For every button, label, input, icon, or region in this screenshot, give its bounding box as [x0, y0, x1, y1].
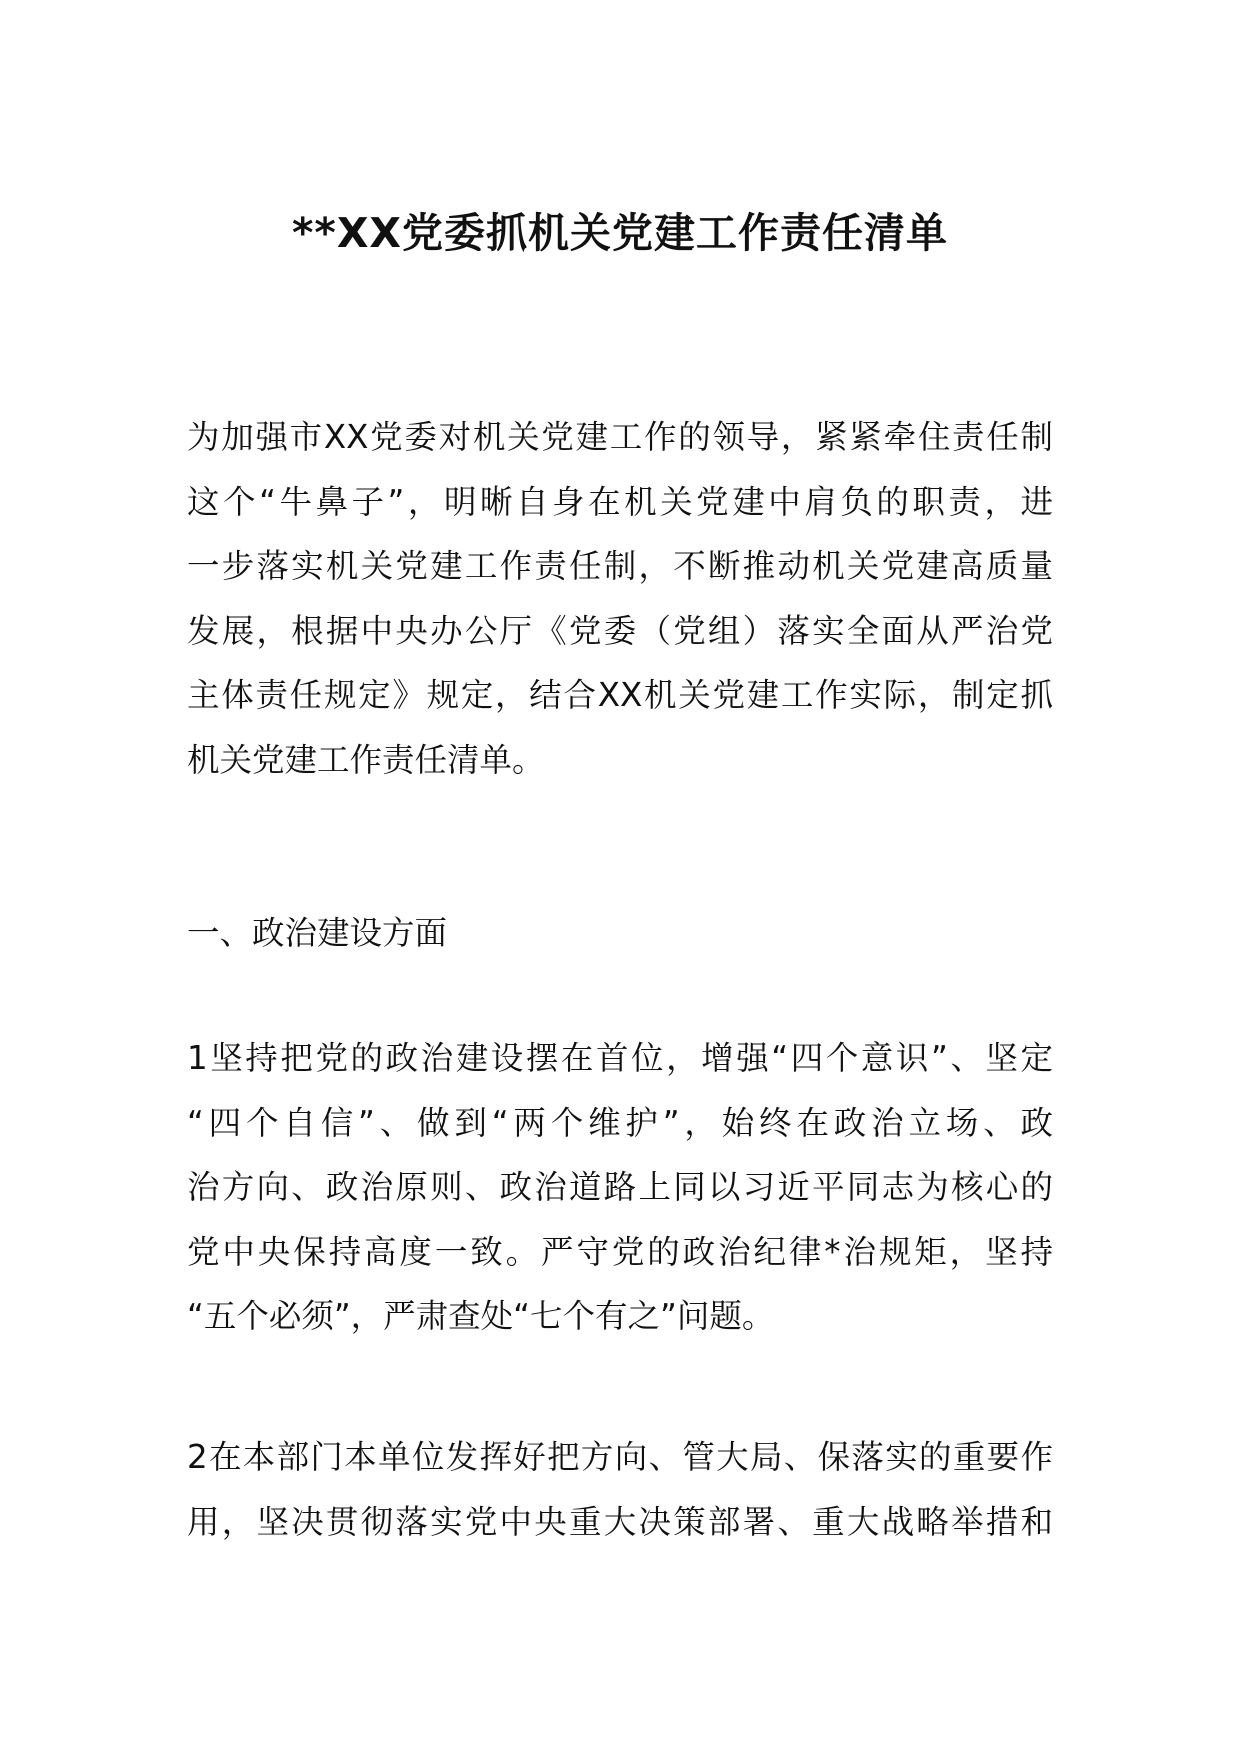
item-1-paragraph: [187, 1026, 1053, 1349]
section-heading-text: 一、政治建设方面: [187, 914, 448, 952]
item-2-paragraph: [187, 1425, 1053, 1554]
paragraph-line: 治方向、政治原则、政治道路上同以习近平同志为核心的: [187, 1168, 1053, 1206]
paragraph-line: 机关党建工作责任清单。: [187, 740, 545, 779]
paragraph-line: 一步落实机关党建工作责任制，不断推动机关党建高质量: [187, 547, 1053, 585]
paragraph-line: 1坚持把党的政治建设摆在首位，增强“四个意识”、坚定: [187, 1039, 1053, 1077]
paragraph-line: 这个“牛鼻子”，明晰自身在机关党建中肩负的职责，进: [187, 482, 1053, 521]
paragraph-line: 用，坚决贯彻落实党中央重大决策部署、重大战略举措和: [187, 1502, 1053, 1541]
paragraph-line: “四个自信”、做到“两个维护”，始终在政治立场、政: [187, 1103, 1053, 1142]
paragraph-line: 党中央保持高度一致。严守党的政治纪律*治规矩，坚持: [187, 1232, 1053, 1271]
paragraph-line: “五个必须”，严肃查处“七个有之”问题。: [187, 1297, 775, 1335]
intro-paragraph: [187, 405, 1053, 792]
paragraph-line: 为加强市XX党委对机关党建工作的领导，紧紧牵住责任制: [187, 418, 1053, 456]
paragraph-line: 主体责任规定》规定，结合XX机关党建工作实际，制定抓: [187, 676, 1053, 714]
section-heading: [187, 901, 1053, 966]
paragraph-line: 发展，根据中央办公厅《党委（党组）落实全面从严治党: [187, 611, 1053, 650]
document-title: **XX党委抓机关党建工作责任清单: [291, 209, 949, 257]
paragraph-line: 2在本部门本单位发挥好把方向、管大局、保落实的重要作: [187, 1438, 1053, 1476]
